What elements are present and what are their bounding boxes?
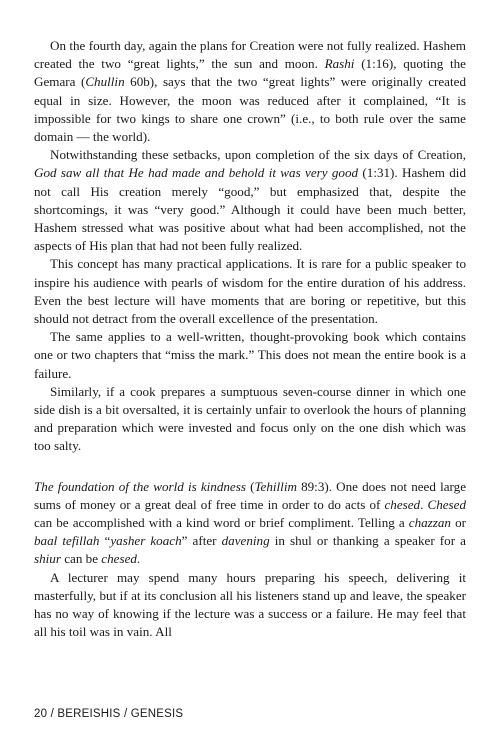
italic-run: davening [221, 533, 270, 549]
page-body [34, 37, 466, 642]
text-run: . [136, 551, 141, 567]
italic-run: chesed [101, 551, 137, 567]
text-run: On the fourth day, again the plans for Creation were not fully realized. Hashem created the two “great lights,” the sun and moon. [34, 38, 466, 72]
text-run: or [450, 515, 466, 531]
italic-run: chazzan [408, 515, 451, 531]
text-run: A lecturer may spend many hours preparing his speech, delivering it masterfully, but if at its conclusion all his listeners stand up and leave, the speaker has no way of knowing if the lecture was a success or a failure. He may feel that all his toil was in vain. All [34, 569, 466, 640]
italic-run: Chesed [427, 496, 467, 512]
text-run: 60b), says that the two “great lights” were originally created equal in size. However, the moon was reduced after it complained, “It is impossible for two kings to share one crown” (i.e., to both rule over the same domain — the world). [34, 74, 466, 145]
italic-run: yasher koach [110, 533, 182, 549]
italic-run: Rashi [324, 56, 355, 72]
text-run: ( [245, 478, 255, 494]
paragraph [34, 255, 466, 328]
footer-separator: / [47, 708, 58, 720]
paragraph [34, 383, 466, 456]
page-number: 20 [34, 708, 48, 720]
text-run: can be accomplished with a kind word or brief compliment. Telling a [34, 515, 409, 531]
paragraph [34, 328, 466, 383]
text-run: ” after [181, 533, 222, 549]
text-run: (1:31). Hashem did not call His creation merely “good,” but emphasized that, despite the shortcomings, it was “very good.” Although it could have been much better, Hashem stressed what was positive about what had been accomplished, not the aspects of His plan that had not been fully realized. [34, 165, 466, 254]
italic-run: chesed [384, 496, 421, 512]
text-run: Notwithstanding these setbacks, upon completion of the six days of Creation, [50, 147, 466, 163]
italic-run: Tehillim [254, 478, 297, 494]
text-run: 89:3). One does not need large sums of money or a great deal of free time in order to do acts of [34, 478, 467, 512]
text-run: “ [99, 533, 111, 549]
text-run: . [420, 496, 428, 512]
paragraph [34, 146, 466, 255]
text-run: (1:16), quoting the Gemara ( [34, 56, 466, 90]
running-head: BEREISHIS / GENESIS [57, 708, 184, 720]
text-run: The same applies to a well-written, thought-provoking book which contains one or two chapters that “miss the mark.” This does not mean the entire book is a failure. [34, 329, 466, 381]
text-run: Similarly, if a cook prepares a sumptuous seven-course dinner in which one side dish is a bit oversalted, it is certainly unfair to overlook the hours of planning and preparation which were invested and focus only on the one dish which was too salty. [34, 383, 466, 454]
italic-run: baal tefillah [34, 533, 100, 549]
italic-run: God saw all that He had made and behold it was very good [34, 165, 359, 181]
paragraph [34, 37, 466, 146]
italic-run: The foundation of the world is kindness [34, 478, 246, 494]
page-footer [34, 708, 183, 720]
text-run: in shul or thanking a speaker for a [269, 533, 466, 549]
text-run: can be [60, 551, 102, 567]
paragraph [34, 478, 466, 569]
section-break [34, 456, 466, 478]
italic-run: Chullin [85, 74, 125, 90]
paragraph [34, 569, 466, 642]
text-run: This concept has many practical applications. It is rare for a public speaker to inspire his audience with pearls of wisdom for the entire duration of his address. Even the best lecture will have moments that are boring or repetitive, but this should not detract from the overall excellence of the presentation. [34, 256, 466, 327]
italic-run: shiur [34, 551, 61, 567]
